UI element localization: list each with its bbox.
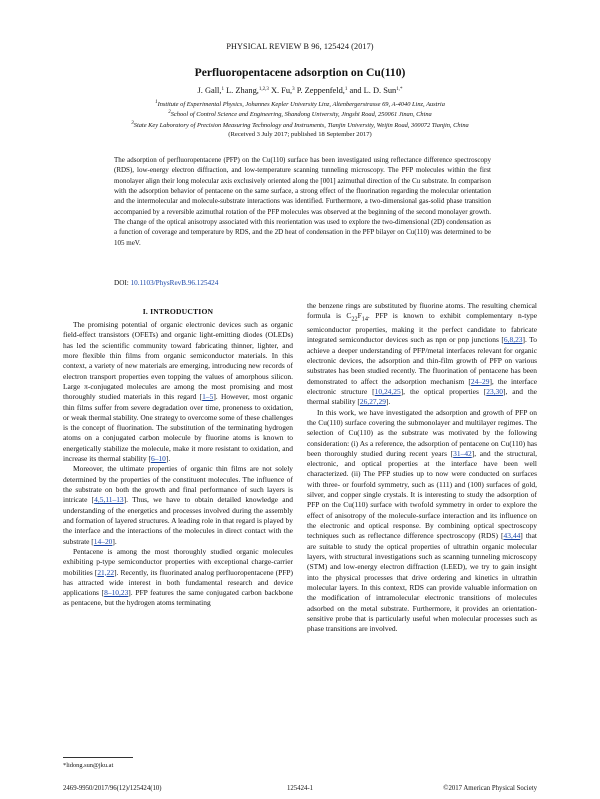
author-affil-mark: 1 (221, 87, 224, 92)
affiliation-number: 3 (131, 120, 134, 126)
paragraph: Moreover, the ultimate properties of organic thin films are not solely determined by the properties of the constituent molecules. The influence of the substrate on both the growth and final performance of such layers is intricate [4,5,11–13]. Thus, we have to obtain detailed knowledge and understanding of the energetics and processes involved during the assembly and formation of layered structures. A leading role in that regard is played by the interface and the interactions of the molecules in direct contact with the substrate [14–20]. (63, 464, 294, 546)
citation-link[interactable]: 14–20 (93, 536, 113, 546)
citation-link[interactable]: 6–10 (150, 454, 166, 464)
citation-link[interactable]: 43,44 (503, 531, 521, 541)
paragraph: In this work, we have investigated the adsorption and growth of PFP on the Cu(110) surface covering the submonolayer and multilayer regimes. The selection of Cu(110) as the substrate was motivated by the following consideration: (i) As a reference, the adsorption of pentacene on Cu(110) has been thoroughly studied during recent years [31–42], and the structural, electronic, and optical properties at the interface have been well characterized. (ii) The PFP studies up to now were conducted on surfaces with three- or fourfold symmetry, such as (111) and (100) surfaces of gold, silver, and copper single crystals. It is interesting to study the adsorption of PFP on the Cu(110) surface with twofold symmetry in order to explore the effect of anisotropy of the molecule-surface interaction and its influence on the electronic and optical response. By combining optical spectroscopy techniques such as reflectance difference spectroscopy (RDS) [43,44] that are suitable to study the optical properties of ultrathin organic molecular layers, with structural investigations such as scanning tunneling microscopy (STM) and low-energy electron diffraction (LEED), we try to gain insight into the physical processes that drive ordering and kinetics in ultrathin molecular layers. In this context, RDS can provide valuable information on the modification of intramolecular electronic transitions of molecules adsorbed on the metal substrate. Furthermore, it provides an orientation-sensitive probe that is particularly useful when molecular processes such as phase transitions are involved. (307, 407, 537, 634)
citation-link[interactable]: 31–42 (453, 448, 472, 458)
footer-page-number: 125424-1 (286, 785, 314, 792)
footer-copyright: ©2017 American Physical Society (443, 785, 537, 792)
author-name: L. Zhang, (223, 86, 259, 95)
doi-label: DOI: (114, 279, 129, 287)
paragraph: the benzene rings are substituted by fluorine atoms. The resulting chemical formula is $C_{22}F_{14}$. PFP is known to exhibit complementary n-type semiconductor properties, making it the perfect candidate to fabricate integrated semiconductor devices such as npn or pnp junctions [6,8,23]. To achieve a deeper understanding of PFP/metal interfaces relevant for organic electronic devices, the adsorption and thin-film growth of PFP on various substrates has been studied recently. The fluorination of pentacene has been demonstrated to affect the adsorption mechanism [24–29], the interface electronic structure [10,24,25], the optical properties [23,30], and the thermal stability [26,27,29]. (307, 301, 538, 407)
affiliation-number: 2 (168, 110, 171, 116)
author-affil-mark: 1,2,3 (258, 87, 269, 92)
citation-link[interactable]: 6,8,23 (503, 335, 523, 345)
citation-link[interactable]: 8–10,23 (104, 588, 129, 598)
footnote-rule (63, 757, 133, 758)
affiliation-text: State Key Laboratory of Precision Measuring Technology and Instruments, Tianjin University, Weijin Road, 300072 Tianjin, China (133, 121, 469, 129)
author-affil-mark: 1 (344, 87, 348, 92)
author-name: P. Zeppenfeld, (294, 86, 345, 95)
author-affil-mark: 3 (292, 87, 295, 92)
author-name: and L. D. Sun (347, 86, 397, 95)
received-dates: (Received 3 July 2017; published 18 September 2017) (228, 131, 372, 138)
affiliation-number: 1 (155, 100, 158, 105)
citation-link[interactable]: 1–5 (202, 392, 214, 402)
affiliation-text: School of Control Science and Engineering, Shandong University, Jingshi Road, 250061 Jinan, China (170, 111, 432, 119)
affiliation (0, 100, 600, 110)
citation-link[interactable]: 24–29 (470, 376, 490, 386)
right-column (307, 301, 537, 634)
citation-link[interactable]: 21,22 (97, 567, 115, 577)
affiliation (0, 110, 600, 120)
journal-header: PHYSICAL REVIEW B 96, 125424 (2017) (226, 42, 374, 51)
doi-line (114, 279, 218, 287)
citation-link[interactable]: 23,30 (486, 386, 503, 396)
corresponding-email: *lidong.sun@jku.at (63, 762, 114, 769)
citation-link[interactable]: 26,27,29 (359, 397, 386, 407)
section-heading: I. INTRODUCTION (142, 307, 214, 316)
author-name: J. Gall, (197, 86, 222, 95)
citation-link[interactable]: 10,24,25 (374, 386, 401, 396)
footer-issn: 2469-9950/2017/96(12)/125424(10) (63, 785, 162, 792)
doi-link[interactable]: 10.1103/PhysRevB.96.125424 (130, 279, 219, 287)
paragraph: Pentacene is among the most thoroughly studied organic molecules exhibiting p-type semiconductor properties with exceptional charge-carrier mobilities [21,22]. Recently, its fluorinated analog perfluoropentacene (PFP) has attracted wide interest in both fundamental research and device applications [8–10,23]. PFP features the same conjugated carbon backbone as pentacene, but the hydrogen atoms terminating (63, 546, 293, 608)
author-affil-mark: 1,* (396, 87, 403, 92)
affiliation (0, 121, 600, 131)
article-title: Perfluoropentacene adsorption on Cu(110) (194, 66, 406, 79)
author-list (0, 86, 600, 95)
affiliation-text: Institute of Experimental Physics, Johannes Kepler University Linz, Altenbergerstrasse 69, A-4040 Linz, Austria (157, 101, 445, 108)
citation-link[interactable]: 4,5,11–13 (94, 495, 124, 505)
author-name: X. Fu, (268, 86, 293, 95)
abstract: The adsorption of perfluoropentacene (PFP) on the Cu(110) surface has been investigated using reflectance difference spectroscopy (RDS), low-energy electron diffraction, and low-temperature scanning tunneling microscopy. The PFP molecules within the first monolayer align their long molecular axis exclusively oriented along the [001] azimuthal direction of the Cu substrate. In comparison with the adsorption behavior of pentacene on the same surface, a strong effect of the fluorination regarding the molecular orientation and the intermolecular and molecule-substrate interactions was identified. Furthermore, a two-dimensional gas-solid phase transition accompanied by a reversible azimuthal rotation of the PFP molecules was observed at the beginning of the second monolayer growth. The change of the optical anisotropy associated with this reorientation was used to explore the two-dimensional (2D) condensation as a function of coverage and temperature by RDS, and the 2D heat of condensation in the PFP bilayer on Cu(110) was determined to be 105 meV. (114, 156, 491, 247)
paragraph: The promising potential of organic electronic devices such as organic field-effect transistors (OFETs) and organic light-emitting diodes (OLEDs) has led the scientific community toward fabricating thinner, lighter, and more flexible thin films from organic semiconductor materials. In this context, a variety of new materials are emerging, introducing new records of electron transport properties even topping the values of amorphous silicon. Large π-conjugated molecules are among the most promising and most thoroughly studied materials in this regard [1–5]. However, most organic thin films suffer from severe degradation over time, proneness to oxidation, or weak thermal stability. One strategy to overcome some of these challenges is the concept of fluorination. The substitution of the terminating hydrogen atoms on a conjugated carbon molecule by fluorine atoms is known to energetically stabilize the molecule, make it more resistant to oxidation, and increase its thermal stability [6–10]. (63, 320, 294, 464)
left-column (63, 320, 293, 609)
